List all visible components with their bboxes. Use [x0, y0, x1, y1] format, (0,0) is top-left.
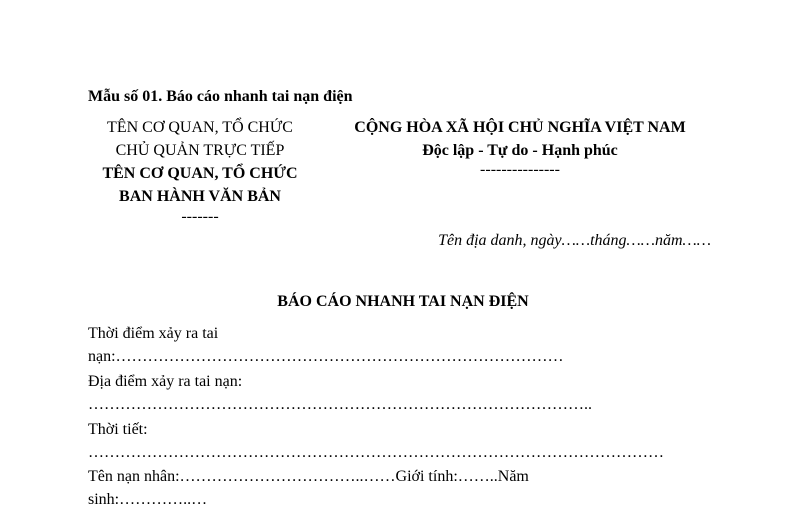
document-title: BÁO CÁO NHANH TAI NẠN ĐIỆN [277, 293, 529, 310]
field-incident-place-dots: ………………………………………………………………………………….. [88, 396, 592, 413]
left-divider: ------- [181, 208, 219, 225]
field-victim-line1: Tên nạn nhân:……………………………..……Giới tính:……..Năm [88, 468, 529, 485]
issuing-agency-line2: BAN HÀNH VĂN BẢN [119, 188, 281, 205]
parent-agency-line1: TÊN CƠ QUAN, TỔ CHỨC [107, 119, 293, 136]
place-date-line: Tên địa danh, ngày……tháng……năm…… [438, 232, 711, 249]
field-weather-label: Thời tiết: [88, 421, 148, 438]
field-incident-place [88, 370, 592, 416]
national-motto: Độc lập - Tự do - Hạnh phúc [422, 142, 618, 159]
field-incident-time-dots: nạn:………………………………………………………………………… [88, 348, 564, 365]
field-victim-line2: sinh:…………..… [88, 491, 208, 508]
parent-agency-line2: CHỦ QUẢN TRỰC TIẾP [115, 142, 285, 159]
field-incident-time [88, 322, 564, 368]
issuing-agency-header [70, 116, 330, 226]
field-weather-dots: ……………………………………………………………………………………………… [88, 444, 664, 461]
national-header [330, 116, 710, 178]
field-weather [88, 418, 664, 464]
form-title: Mẫu số 01. Báo cáo nhanh tai nạn điện [88, 88, 353, 105]
field-incident-place-label: Địa điểm xảy ra tai nạn: [88, 373, 243, 390]
field-victim [88, 465, 529, 511]
issuing-agency-line1: TÊN CƠ QUAN, TỔ CHỨC [102, 165, 298, 182]
field-incident-time-label: Thời điểm xảy ra tai [88, 325, 219, 342]
right-divider: --------------- [480, 161, 560, 178]
country-name: CỘNG HÒA XÃ HỘI CHỦ NGHĨA VIỆT NAM [354, 119, 686, 136]
